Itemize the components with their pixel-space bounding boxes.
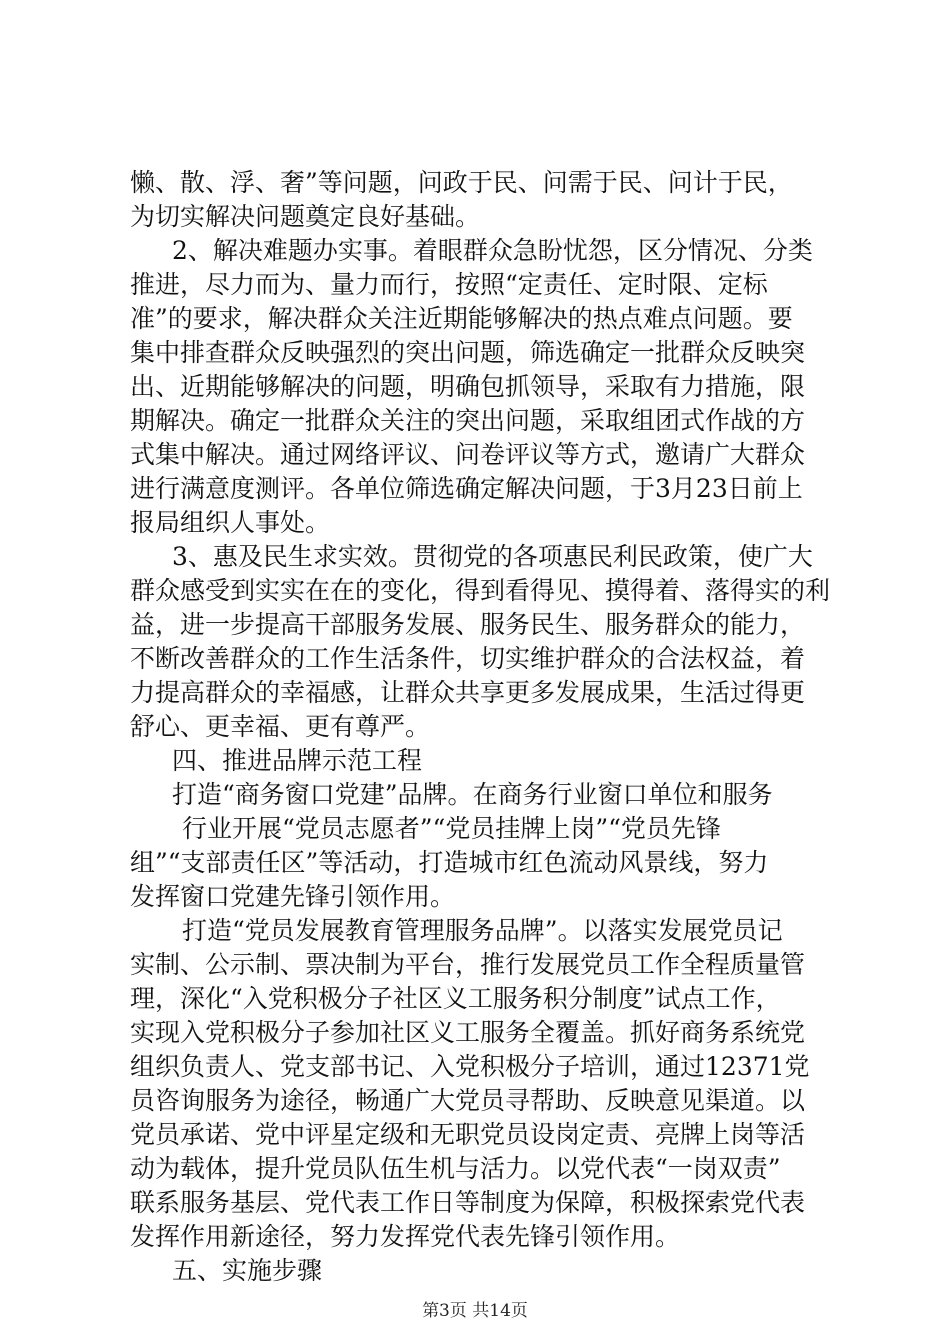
text-line: 2、解决难题办实事。着眼群众急盼忧怨，区分情况、分类 [172,236,813,265]
text-line: 准”的要求，解决群众关注近期能够解决的热点难点问题。要 [130,304,793,333]
text-line: 出、近期能够解决的问题，明确包抓领导，采取有力措施，限 [130,372,806,401]
text-line: 实制、公示制、票决制为平台，推行发展党员工作全程质量管 [130,950,806,979]
text-line: 舒心、更幸福、更有尊严。 [130,712,431,741]
page-footer [0,1300,950,1322]
page-number: 第3页 共14页 [422,1301,528,1321]
text-line: 理，深化“入党积极分子社区义工服务积分制度”试点工作， [130,984,781,1013]
text-line: 发挥作用新途径，努力发挥党代表先锋引领作用。 [130,1222,681,1251]
text-line: 发挥窗口党建先锋引领作用。 [130,882,456,911]
text-line: 实现入党积极分子参加社区义工服务全覆盖。抓好商务系统党 [130,1018,806,1047]
text-line: 力提高群众的幸福感，让群众共享更多发展成果，生活过得更 [130,678,806,707]
text-line: 式集中解决。通过网络评议、问卷评议等方式，邀请广大群众 [130,440,806,469]
text-line: 不断改善群众的工作生活条件，切实维护群众的合法权益，着 [130,644,806,673]
text-line: 行业开展“党员志愿者”“党员挂牌上岗”“党员先锋 [182,814,721,843]
text-line: 进行满意度测评。各单位筛选确定解决问题，于3月23日前上 [130,474,803,503]
text-line: 组”“支部责任区”等活动，打造城市红色流动风景线，努力 [130,848,769,877]
text-line: 员咨询服务为途径，畅通广大党员寻帮助、反映意见渠道。以 [130,1086,806,1115]
section-heading: 四、推进品牌示范工程 [172,746,423,775]
section-heading: 五、实施步骤 [172,1256,323,1285]
text-line: 报局组织人事处。 [130,508,331,537]
text-line: 集中排查群众反映强烈的突出问题，筛选确定一批群众反映突 [130,338,806,367]
text-line: 打造“商务窗口党建”品牌。在商务行业窗口单位和服务 [172,780,773,809]
text-line: 3、惠及民生求实效。贯彻党的各项惠民利民政策，使广大 [172,542,813,571]
text-line: 联系服务基层、党代表工作日等制度为保障，积极探索党代表 [130,1188,806,1217]
text-line: 期解决。确定一批群众关注的突出问题，采取组团式作战的方 [130,406,806,435]
text-line: 群众感受到实实在在的变化，得到看得见、摸得着、落得实的利 [130,576,831,605]
text-line: 推进，尽力而为、量力而行，按照“定责任、定时限、定标 [130,270,768,299]
text-line: 打造“党员发展教育管理服务品牌”。以落实发展党员记 [182,916,783,945]
text-line: 组织负责人、党支部书记、入党积极分子培训，通过12371党 [130,1052,810,1081]
text-line: 懒、散、浮、奢”等问题，问政于民、问需于民、问计于民， [130,168,793,197]
text-line: 动为载体，提升党员队伍生机与活力。以党代表“一岗双责” [130,1154,781,1183]
text-line: 为切实解决问题奠定良好基础。 [130,202,481,231]
text-line: 益，进一步提高干部服务发展、服务民生、服务群众的能力， [130,610,806,639]
text-line: 党员承诺、党中评星定级和无职党员设岗定责、亮牌上岗等活 [130,1120,806,1149]
